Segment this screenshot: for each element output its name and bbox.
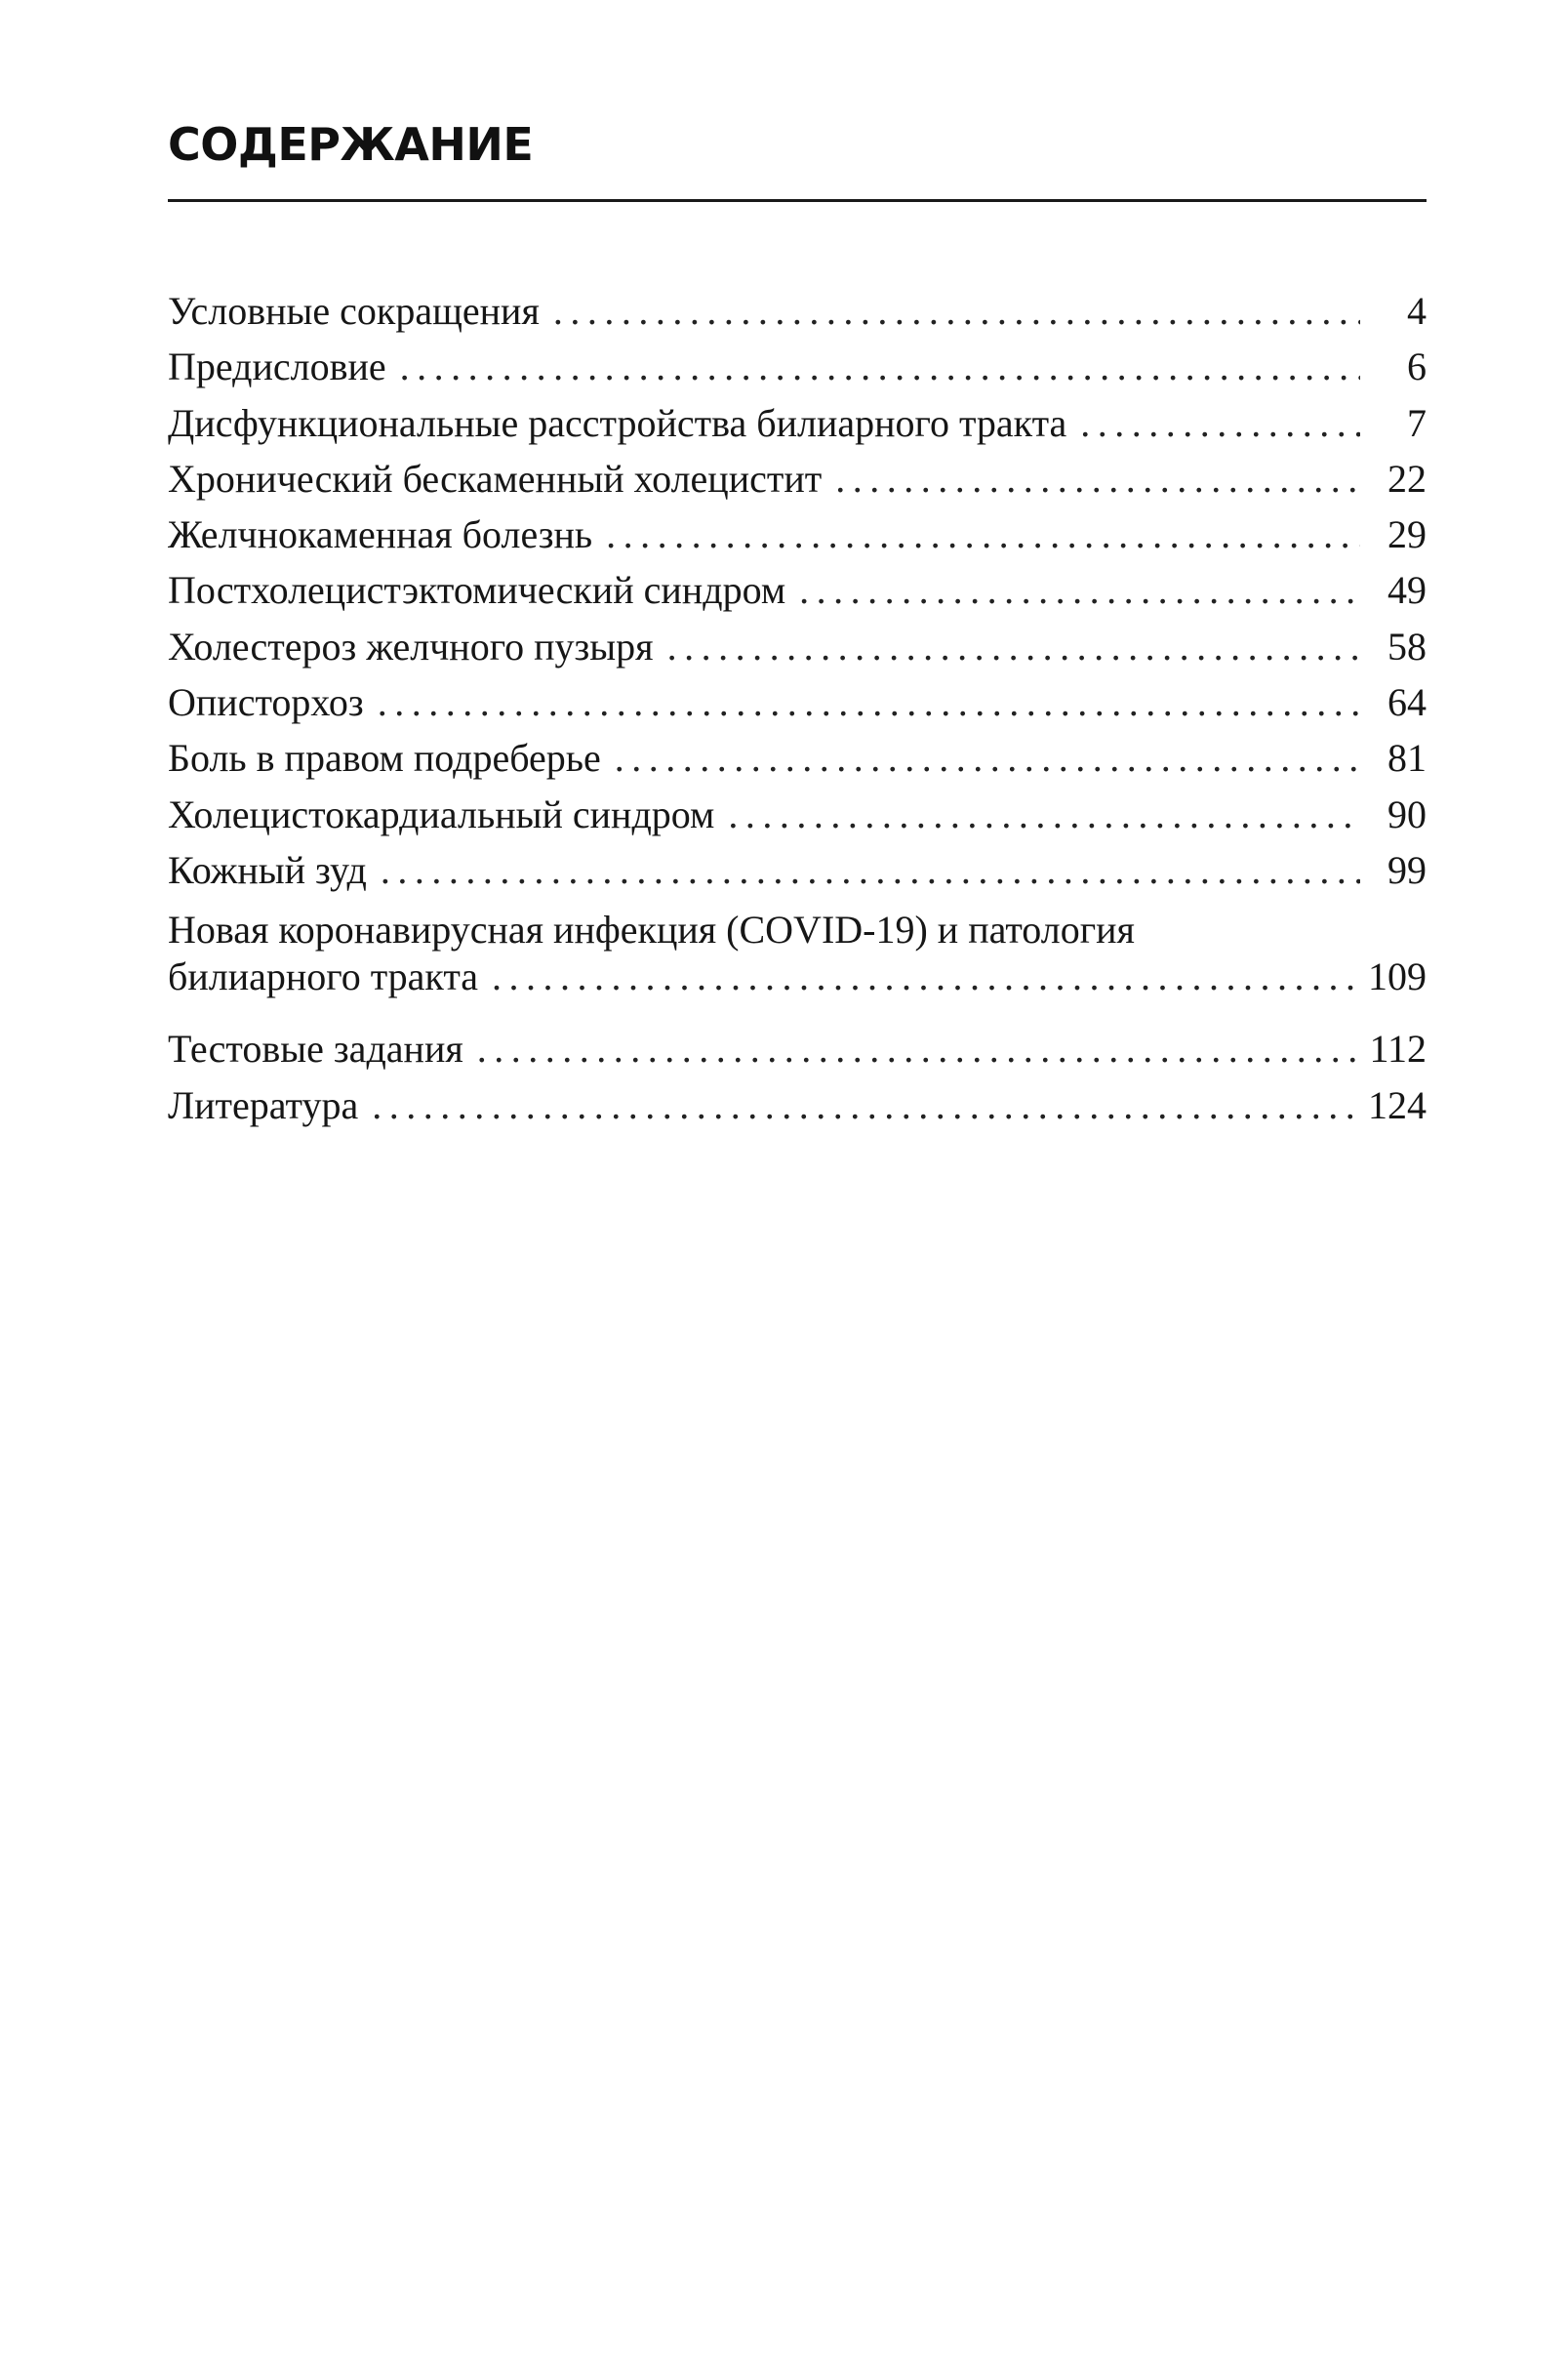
toc-entry-postcholecystectomy[interactable] xyxy=(168,562,1427,618)
dot-leader xyxy=(381,842,1360,898)
toc-entry-tests[interactable] xyxy=(168,1021,1427,1076)
toc-entry-title-line2: билиарного тракта xyxy=(168,954,479,999)
toc-entry-page: 109 xyxy=(1368,954,1427,999)
dot-leader xyxy=(378,674,1360,730)
toc-entry-title: Боль в правом подреберье xyxy=(168,736,601,781)
dot-leader xyxy=(372,1077,1360,1133)
toc-entry-acalculous-cholecystitis[interactable] xyxy=(168,451,1427,507)
dot-leader xyxy=(1080,395,1360,451)
table-of-contents xyxy=(168,283,1427,1133)
toc-entry-title: Желчнокаменная болезнь xyxy=(168,512,593,557)
toc-entry-opisthorchiasis[interactable] xyxy=(168,674,1427,730)
toc-entry-second-line xyxy=(168,954,1427,1000)
toc-entry-title: Кожный зуд xyxy=(168,847,367,892)
dot-leader xyxy=(400,339,1360,394)
toc-entry-cholecystocardial-syndrome[interactable] xyxy=(168,787,1427,842)
toc-entry-page: 124 xyxy=(1368,1082,1427,1127)
toc-entry-cholesterosis[interactable] xyxy=(168,619,1427,674)
toc-entry-gallstone-disease[interactable] xyxy=(168,507,1427,562)
toc-entry-page: 81 xyxy=(1387,736,1427,781)
toc-entry-page: 64 xyxy=(1387,680,1427,725)
toc-entry-title: Тестовые задания xyxy=(168,1027,463,1072)
toc-entry-title: Холецистокардиальный синдром xyxy=(168,791,715,836)
toc-entry-title: Предисловие xyxy=(168,345,386,389)
dot-leader xyxy=(492,954,1360,1000)
dot-leader xyxy=(667,619,1360,674)
dot-leader xyxy=(606,507,1360,562)
toc-entry-title: Дисфункциональные расстройства билиарного тракта xyxy=(168,400,1067,445)
toc-entry-abbreviations[interactable] xyxy=(168,283,1427,339)
dot-leader xyxy=(799,562,1360,618)
toc-entry-pruritus[interactable] xyxy=(168,842,1427,898)
toc-entry-page: 90 xyxy=(1387,791,1427,836)
toc-entry-page: 4 xyxy=(1407,289,1427,333)
toc-entry-page: 99 xyxy=(1387,847,1427,892)
toc-entry-literature[interactable] xyxy=(168,1077,1427,1133)
toc-entry-title: Условные сокращения xyxy=(168,289,540,333)
toc-entry-covid-19[interactable] xyxy=(168,907,1427,1001)
dot-leader xyxy=(615,730,1360,786)
toc-entry-title: Холестероз желчного пузыря xyxy=(168,624,654,669)
page-title: СОДЕРЖАНИЕ xyxy=(168,118,534,171)
toc-entry-page: 112 xyxy=(1369,1027,1427,1072)
toc-entry-preface[interactable] xyxy=(168,339,1427,394)
toc-entry-title: Описторхоз xyxy=(168,680,364,725)
toc-entry-page: 58 xyxy=(1387,624,1427,669)
toc-entry-page: 29 xyxy=(1387,512,1427,557)
toc-entry-title: Постхолецистэктомический синдром xyxy=(168,568,786,613)
dot-leader xyxy=(835,451,1360,507)
toc-entry-page: 7 xyxy=(1407,400,1427,445)
toc-entry-right-hypochondrium-pain[interactable] xyxy=(168,730,1427,786)
toc-entry-title: Хронический бескаменный холецистит xyxy=(168,456,823,501)
toc-entry-title: Литература xyxy=(168,1082,359,1127)
dot-leader xyxy=(477,1021,1360,1076)
toc-entry-biliary-dysfunction[interactable] xyxy=(168,395,1427,451)
dot-leader xyxy=(728,787,1360,842)
toc-entry-title-line1: Новая коронавирусная инфекция (COVID-19) и патология xyxy=(168,908,1135,953)
heading-rule xyxy=(168,199,1427,202)
toc-entry-page: 49 xyxy=(1387,568,1427,613)
toc-entry-page: 22 xyxy=(1387,456,1427,501)
dot-leader xyxy=(553,283,1360,339)
toc-entry-page: 6 xyxy=(1407,345,1427,389)
